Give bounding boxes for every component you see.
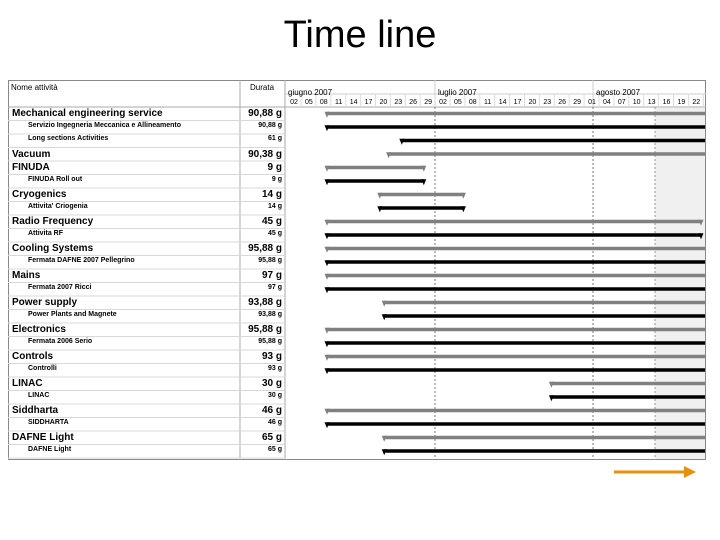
task-duration: 90,88 g	[248, 108, 282, 119]
day-label: 08	[468, 99, 477, 106]
summary-task-name: Controls	[12, 351, 54, 362]
task-duration: 93 g	[261, 351, 282, 362]
summary-task-name: Siddharta	[12, 405, 59, 416]
month-label: giugno 2007	[288, 88, 333, 97]
summary-task-name: Electronics	[12, 324, 66, 335]
task-duration: 97 g	[267, 283, 282, 291]
day-label: 05	[453, 99, 462, 106]
day-label: 20	[379, 99, 388, 106]
task-bar	[551, 395, 705, 399]
summary-bar	[327, 166, 424, 170]
task-duration: 95,88 g	[248, 324, 282, 335]
column-header-name: Nome attività	[11, 83, 58, 92]
task-duration: 65 g	[267, 445, 282, 453]
day-label: 01	[588, 99, 596, 106]
task-name: Attivita' Criogenia	[28, 202, 88, 210]
task-duration: 97 g	[261, 270, 282, 281]
task-duration: 9 g	[271, 175, 282, 183]
task-name: SIDDHARTA	[28, 418, 69, 426]
summary-bar	[327, 409, 705, 413]
day-label: 29	[573, 99, 581, 106]
task-name: Long sections Activities	[28, 135, 109, 142]
task-bar	[327, 422, 705, 426]
day-label: 11	[484, 99, 492, 106]
month-label: agosto 2007	[596, 88, 641, 97]
task-name: Servizio Ingegneria Meccanica e Allineamento	[28, 121, 182, 129]
task-name: Fermata DAFNE 2007 Pellegrino	[28, 256, 135, 264]
day-label: 14	[498, 99, 507, 106]
summary-task-name: LINAC	[12, 378, 43, 389]
summary-task-name: DAFNE Light	[12, 432, 74, 443]
day-label: 29	[424, 99, 432, 106]
task-duration: 93 g	[267, 364, 282, 372]
task-name: FINUDA Roll out	[28, 175, 83, 183]
summary-bar	[327, 328, 705, 332]
task-duration: 46 g	[267, 418, 282, 426]
day-label: 13	[647, 99, 656, 106]
summary-bar	[389, 152, 705, 156]
task-duration: 90,88 g	[258, 121, 282, 129]
day-label: 16	[662, 99, 671, 106]
task-name: Fermata 2007 Ricci	[28, 283, 92, 291]
day-label: 17	[513, 99, 522, 106]
summary-bar	[384, 301, 705, 305]
summary-task-name: Mains	[12, 270, 41, 281]
task-name: DAFNE Light	[28, 445, 72, 453]
task-bar	[402, 139, 705, 143]
day-label: 22	[692, 99, 701, 106]
summary-bar	[327, 220, 701, 224]
task-duration: 45 g	[261, 216, 282, 227]
task-duration: 90,38 g	[248, 148, 282, 160]
task-duration: 93,88 g	[258, 310, 282, 318]
task-duration: 9 g	[267, 162, 282, 173]
column-header-duration: Durata	[250, 83, 275, 92]
task-duration: 46 g	[261, 405, 282, 416]
day-label: 14	[349, 99, 358, 106]
gantt-chart	[8, 80, 706, 460]
task-name: Attivita RF	[28, 229, 63, 237]
day-label: 20	[528, 99, 537, 106]
day-label: 23	[543, 99, 552, 106]
day-label: 19	[677, 99, 686, 106]
day-label: 17	[364, 99, 373, 106]
summary-bar	[384, 436, 705, 440]
task-bar	[327, 260, 705, 264]
day-label: 10	[632, 99, 641, 106]
summary-bar	[380, 193, 464, 197]
day-label: 08	[319, 99, 328, 106]
summary-bar	[327, 355, 705, 359]
summary-task-name: Cooling Systems	[12, 243, 94, 254]
task-duration: 14 g	[261, 189, 282, 200]
task-bar	[384, 449, 705, 453]
task-bar	[384, 314, 705, 318]
summary-bar	[327, 112, 705, 116]
day-label: 04	[602, 99, 611, 106]
task-duration: 95,88 g	[258, 256, 282, 264]
timeline-arrow-icon	[612, 464, 698, 485]
task-duration: 61 g	[267, 135, 282, 142]
day-label: 05	[304, 99, 313, 106]
task-name: LINAC	[28, 391, 50, 399]
summary-task-name: Radio Frequency	[12, 216, 94, 227]
task-duration: 95,88 g	[258, 337, 282, 345]
task-name: Controlli	[28, 364, 57, 372]
task-bar	[327, 287, 705, 291]
day-label: 23	[394, 99, 403, 106]
task-duration: 45 g	[267, 229, 282, 237]
summary-bar	[327, 274, 705, 278]
task-name: Fermata 2006 Serio	[28, 337, 93, 345]
summary-bar	[327, 247, 705, 251]
task-duration: 93,88 g	[248, 297, 282, 308]
day-label: 07	[617, 99, 626, 106]
task-bar	[327, 341, 705, 345]
summary-task-name: Cryogenics	[12, 189, 67, 200]
task-duration: 30 g	[267, 391, 282, 399]
task-bar	[327, 233, 701, 237]
task-bar	[327, 125, 705, 129]
summary-task-name: Mechanical engineering service	[12, 108, 163, 119]
task-duration: 30 g	[261, 378, 282, 389]
gantt-grid	[8, 80, 706, 460]
task-bar	[380, 206, 464, 210]
summary-bar	[551, 382, 705, 386]
slide-title: Time line	[283, 14, 437, 56]
task-name: Power Plants and Magnete	[28, 310, 117, 318]
summary-task-name: FINUDA	[12, 162, 50, 173]
task-duration: 65 g	[261, 432, 282, 443]
summary-task-name: Power supply	[12, 297, 78, 308]
task-bar	[327, 368, 705, 372]
day-label: 02	[290, 99, 298, 106]
task-duration: 95,88 g	[248, 243, 282, 254]
month-label: luglio 2007	[438, 88, 477, 97]
task-duration: 14 g	[267, 202, 282, 210]
day-label: 02	[439, 99, 447, 106]
summary-task-name: Vacuum	[12, 148, 51, 160]
task-bar	[327, 179, 424, 183]
day-label: 11	[335, 99, 343, 106]
day-label: 26	[409, 99, 418, 106]
day-label: 26	[558, 99, 567, 106]
